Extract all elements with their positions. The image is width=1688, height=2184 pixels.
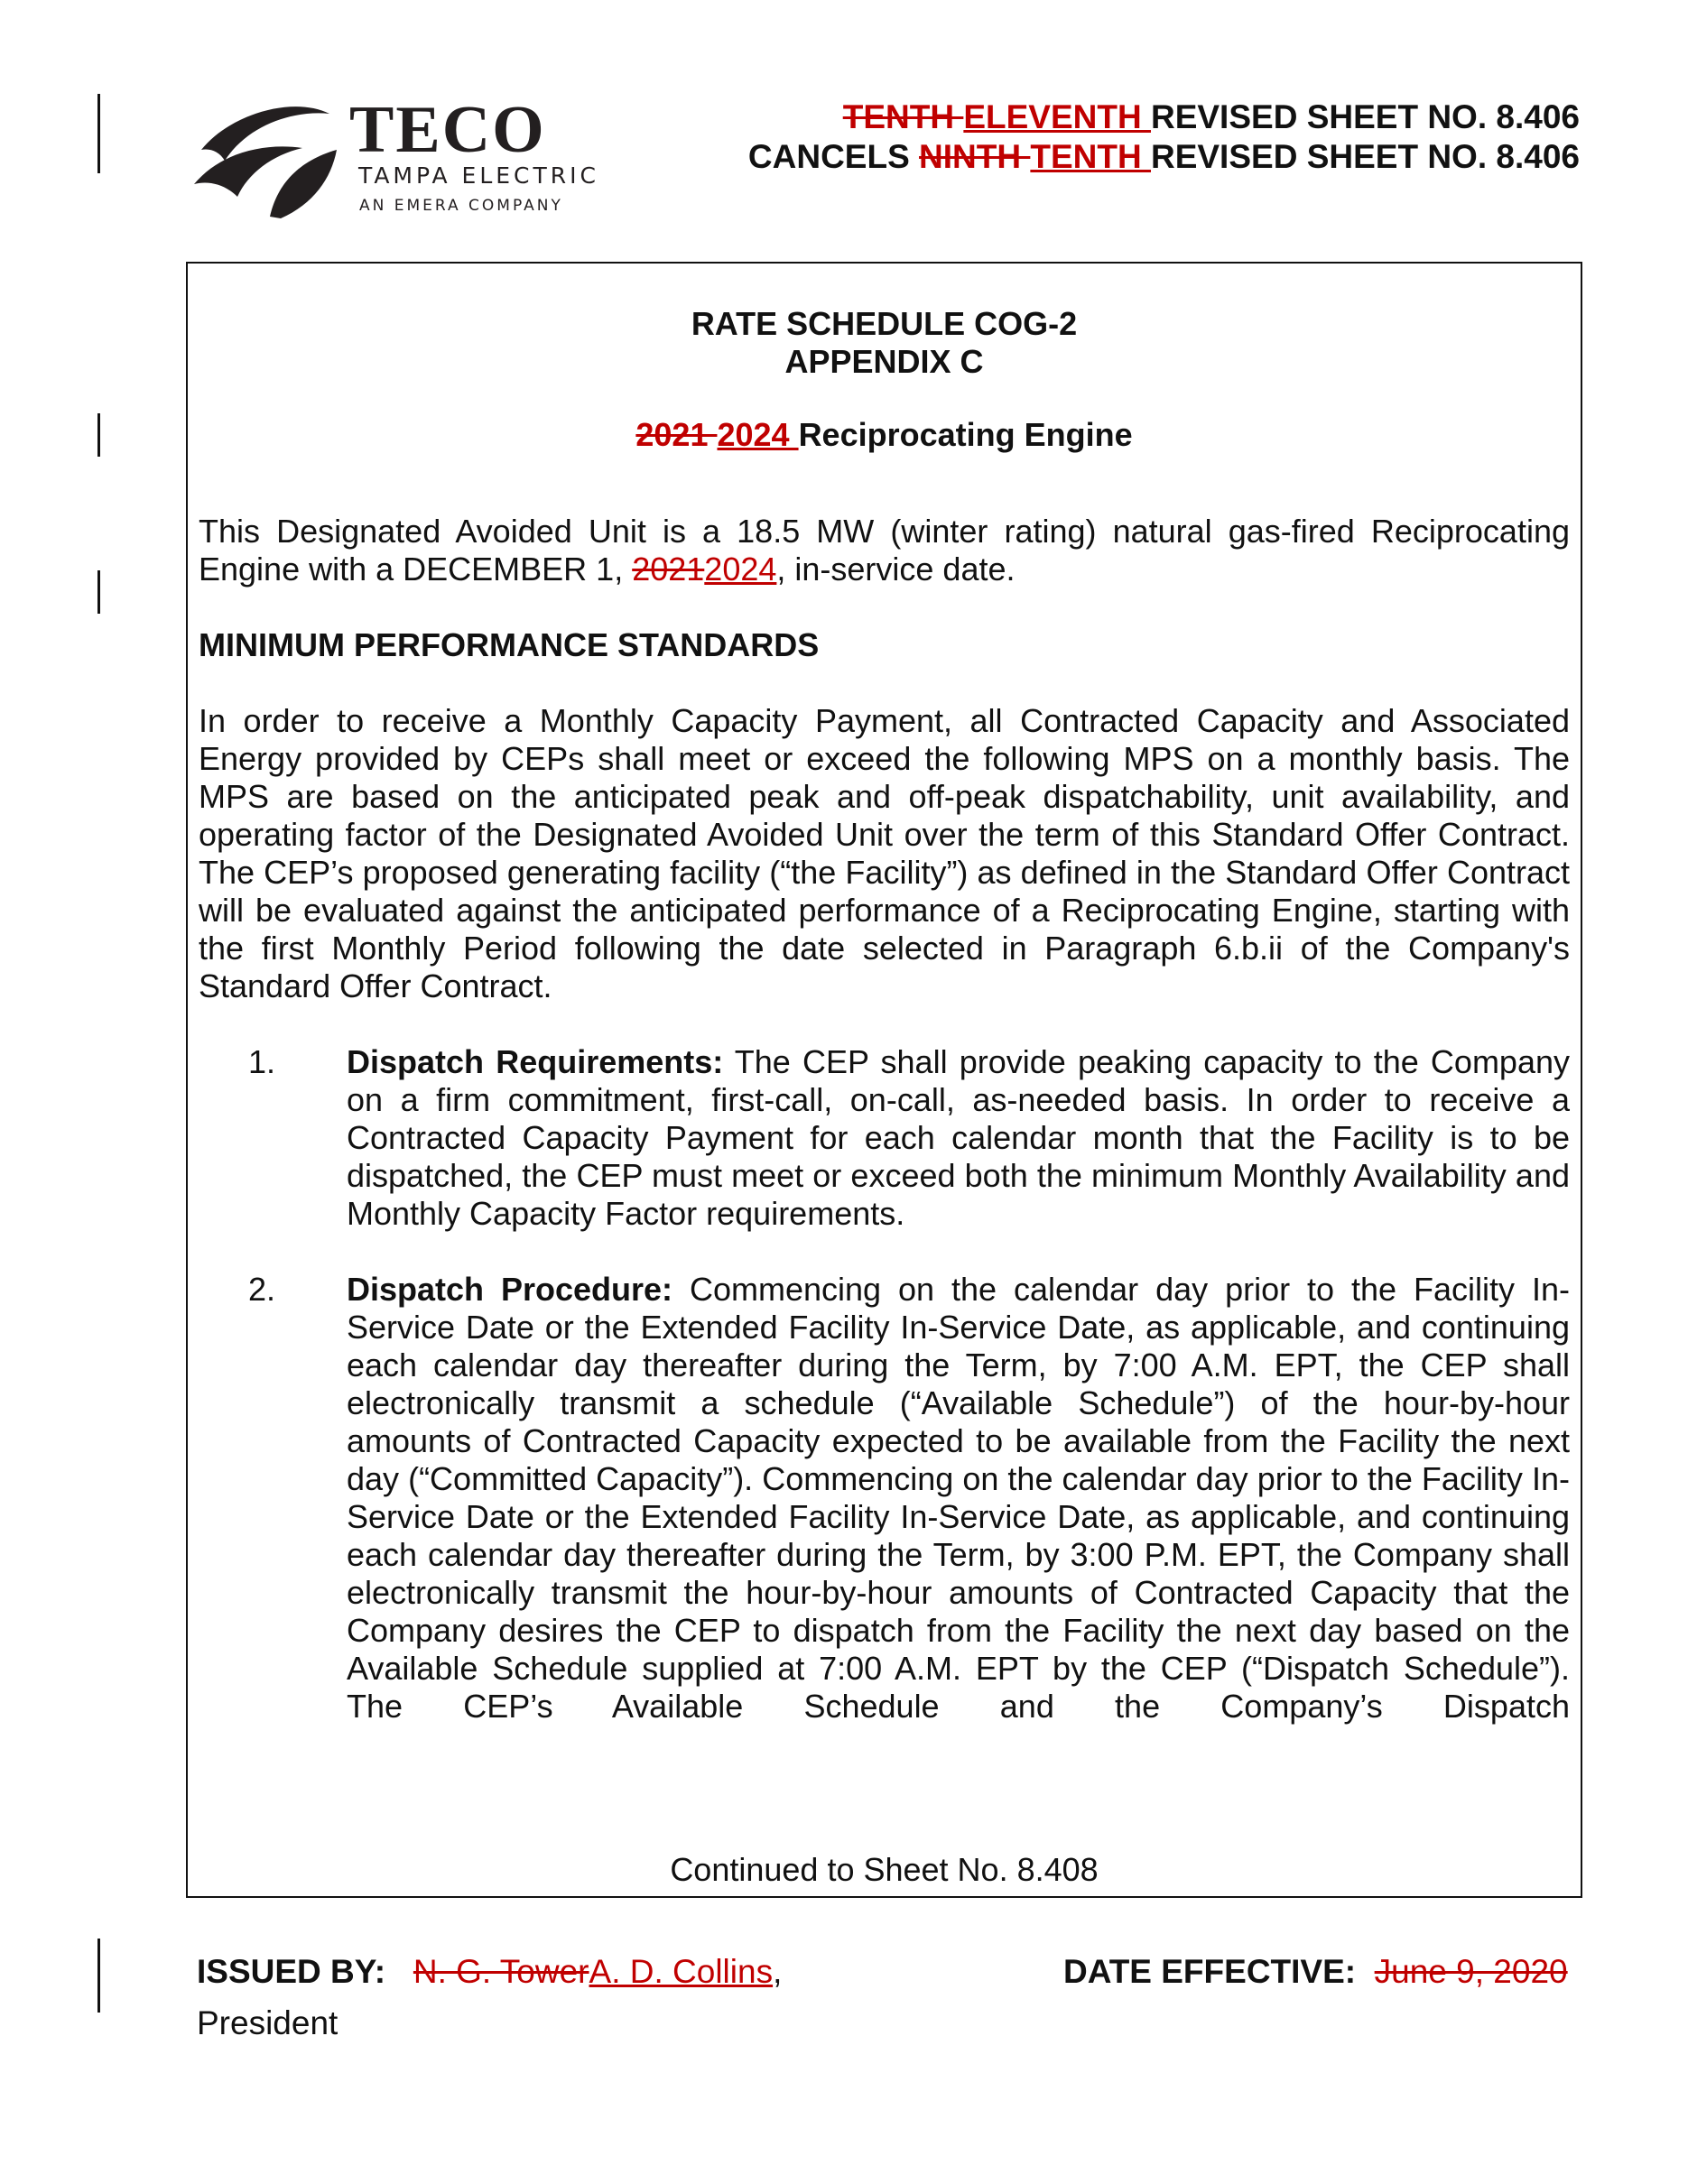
title-line: APPENDIX C (784, 343, 984, 380)
deleted-text: NINTH (919, 138, 1031, 175)
issuer-title: President (197, 2004, 339, 2041)
rate-schedule-box (186, 262, 1582, 1898)
date-effective (1063, 1952, 1568, 1992)
intro-text: This Designated Avoided Unit is a 18.5 MW (winter rating) natural gas-fired Reciprocating Engine with a DECEMBER 1, (199, 513, 1570, 588)
document-subtitle (199, 416, 1570, 454)
logo-wordmark: TECO (349, 93, 546, 167)
list-item-label: Dispatch Procedure: (347, 1271, 673, 1308)
deleted-text: 2021 (632, 551, 705, 588)
deleted-text: 2021 (635, 416, 718, 453)
title-line: RATE SCHEDULE COG-2 (691, 305, 1078, 342)
change-bar (97, 1939, 100, 2013)
intro-text-end: , in-service date. (776, 551, 1016, 588)
logo-tagline: TAMPA ELECTRIC (358, 162, 599, 189)
inserted-text: 2024 (704, 551, 777, 588)
inserted-text: A. D. Collins (589, 1953, 774, 1990)
mps-paragraph: In order to receive a Monthly Capacity Payment, all Contracted Capacity and Associated Energy provided by CEPs shall meet or exceed the following MPS on a monthly basis. The MPS are based on the anticipated peak and off-peak dispatchability, unit availability, and operating factor of the Designated Avoided Unit over the term of this Standard Offer Contract. The CEP’s proposed generating facility (“the Facility”) as defined in the Standard Offer Contract will be evaluated against the anticipated performance of a Reciprocating Engine, starting with the first Monthly Period following the date selected in Paragraph 6.b.ii of the Company's Standard Offer Contract. (199, 702, 1570, 1004)
intro-paragraph (199, 513, 1570, 588)
list-item (199, 1043, 1570, 1233)
list-item-label: Dispatch Requirements: (347, 1043, 724, 1080)
change-bar (97, 570, 100, 614)
list-number: 2. (248, 1271, 276, 1308)
list-number: 1. (248, 1043, 276, 1080)
document-title (199, 305, 1570, 381)
document-content (199, 264, 1570, 1726)
deleted-text: TENTH (842, 98, 964, 135)
list-item-text (347, 1043, 1570, 1233)
teco-swoosh-icon (194, 97, 339, 219)
deleted-text: June 9, 2020 (1374, 1953, 1568, 1990)
list-item (199, 1271, 1570, 1726)
sheet-number-line (748, 97, 1580, 137)
sheet-header (748, 97, 1580, 177)
change-bar (97, 94, 100, 173)
cancels-line (748, 137, 1580, 177)
change-bar (97, 413, 100, 457)
subtitle-text: Reciprocating Engine (798, 416, 1133, 453)
list-item-body: Commencing on the calendar day prior to the Facility In-Service Date or the Extended Facility In-Service Date, as applicable, and continuing each calendar day thereafter during the Term, by 7:00 A.M. EPT, the CEP shall electronically transmit a schedule (“Available Schedule”) of the hour-by-hour amounts of Contracted Capacity expected to be available from the Facility the next day (“Committed Capacity”). Commencing on the calendar day prior to the Facility In-Service Date or the Extended Facility In-Service Date, as applicable, and continuing each calendar day thereafter during the Term, by 3:00 P.M. EPT, the Company shall electronically transmit the hour-by-hour amounts of Contracted Capacity that the Company desires the CEP to dispatch from the Facility the next day based on the Available Schedule supplied at 7:00 A.M. EPT by the CEP (“Dispatch Schedule”). The CEP’s Available Schedule and the Company’s Dispatch (347, 1271, 1570, 1725)
issued-by-label: ISSUED BY: (197, 1953, 386, 1990)
cancels-prefix: CANCELS (747, 138, 920, 175)
list-item-text (347, 1271, 1570, 1726)
date-effective-label: DATE EFFECTIVE: (1063, 1953, 1357, 1990)
list-item-body: The CEP shall provide peaking capacity to the Company on a firm commitment, first-call, on-call, as-needed basis. In order to receive a Contracted Capacity Payment for each calendar month that the Facility is to be dispatched, the CEP must meet or exceed both the minimum Monthly Availability and Monthly Capacity Factor requirements. (347, 1043, 1570, 1232)
cancelled-sheet-number: REVISED SHEET NO. 8.406 (1150, 138, 1580, 175)
inserted-text: 2024 (717, 416, 799, 453)
continued-note: Continued to Sheet No. 8.408 (670, 1851, 1099, 1888)
issued-by-suffix: , (773, 1953, 783, 1990)
section-heading: MINIMUM PERFORMANCE STANDARDS (199, 626, 820, 663)
inserted-text: ELEVENTH (963, 98, 1151, 135)
logo-parent-company: AN EMERA COMPANY (359, 197, 563, 215)
teco-logo (194, 93, 663, 219)
issued-by (197, 1952, 782, 1992)
inserted-text: TENTH (1030, 138, 1151, 175)
deleted-text: N. G. Tower (413, 1953, 589, 1990)
sheet-number: REVISED SHEET NO. 8.406 (1150, 98, 1580, 135)
